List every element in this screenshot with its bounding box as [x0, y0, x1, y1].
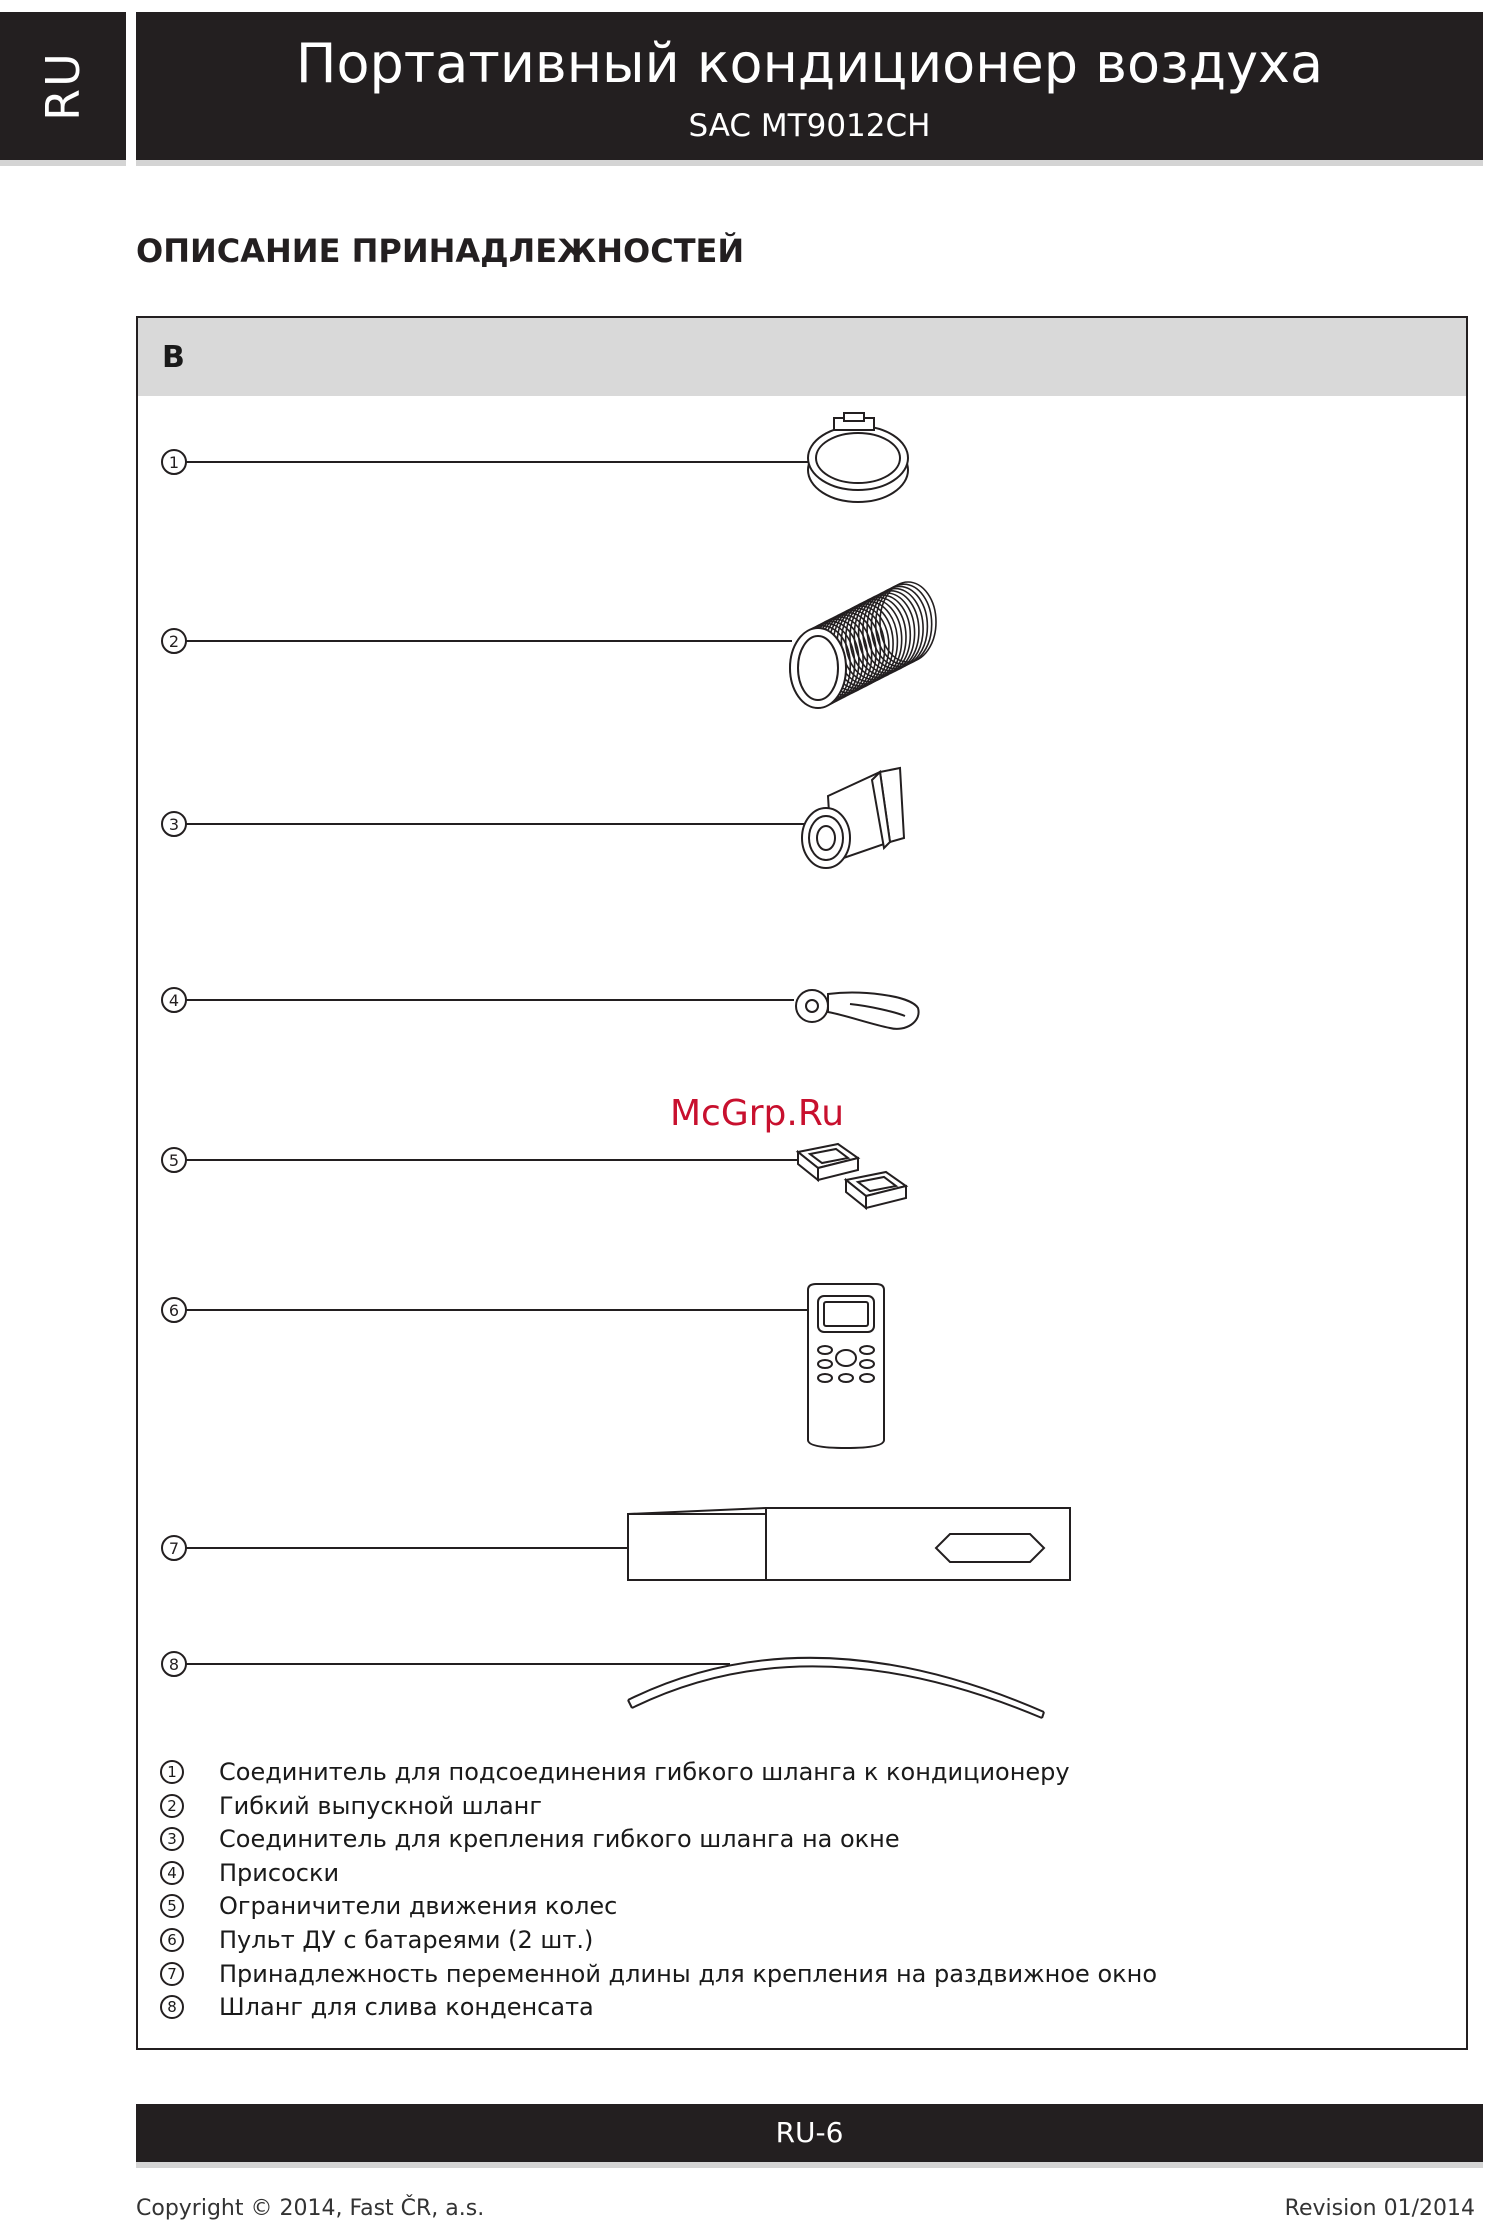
- callout-6: [162, 1298, 186, 1322]
- legend-text: Ограничители движения колес: [219, 1892, 618, 1921]
- callout-3-label: 3: [168, 815, 180, 834]
- callout-6-label: 6: [168, 1301, 180, 1320]
- box-label: B: [162, 340, 185, 375]
- callout-7: [162, 1536, 186, 1560]
- legend-item: [160, 1756, 1440, 1790]
- legend-number: 7: [160, 1962, 184, 1986]
- callout-1: [162, 450, 186, 474]
- callout-8-label: 8: [168, 1655, 180, 1674]
- legend-number: 4: [160, 1861, 184, 1885]
- section-heading: ОПИСАНИЕ ПРИНАДЛЕЖНОСТЕЙ: [136, 232, 745, 270]
- legend-text: Шланг для слива конденсата: [219, 1993, 594, 2022]
- language-code: RU: [36, 51, 90, 121]
- legend-item: [160, 1823, 1440, 1857]
- remote-control-illustration: [808, 1284, 884, 1448]
- legend-text: Пульт ДУ с батареями (2 шт.): [219, 1925, 594, 1954]
- legend-item: [160, 1857, 1440, 1891]
- legend-text: Соединитель для подсоединения гибкого шланга к кондиционеру: [219, 1758, 1070, 1786]
- page-number: RU-6: [775, 2116, 844, 2149]
- callout-8: [162, 1652, 186, 1676]
- legend-text: Принадлежность переменной длины для крепления на раздвижное окно: [219, 1959, 1158, 1988]
- legend-number: 3: [160, 1827, 184, 1851]
- callout-5: [162, 1148, 186, 1172]
- wheel-stoppers-illustration: [798, 1144, 906, 1208]
- legend-item: [160, 1790, 1440, 1824]
- accessories-legend: [160, 1756, 1440, 2025]
- legend-number: 6: [160, 1928, 184, 1952]
- hose-connector-ring-illustration: [808, 413, 908, 502]
- page-footer: [136, 2104, 1483, 2162]
- callout-7-label: 7: [168, 1539, 180, 1558]
- window-connector-illustration: [802, 768, 904, 868]
- legend-item: [160, 1890, 1440, 1924]
- page-title: Портативный кондиционер воздуха: [295, 32, 1324, 95]
- callout-4: [162, 988, 186, 1012]
- legend-text: Гибкий выпускной шланг: [219, 1791, 542, 1820]
- legend-text: Присоски: [219, 1858, 340, 1887]
- legend-item: [160, 1958, 1440, 1992]
- callout-5-label: 5: [168, 1151, 180, 1170]
- legend-number: 5: [160, 1894, 184, 1918]
- callout-2-label: 2: [168, 632, 180, 651]
- drain-hose-illustration: [628, 1658, 1044, 1718]
- watermark-text: McGrp.Ru: [669, 1093, 845, 1134]
- window-slider-kit-illustration: [628, 1508, 1070, 1580]
- model-number: SAC MT9012CH: [688, 108, 931, 144]
- suction-cup-illustration: [796, 990, 919, 1029]
- copyright-text: Copyright © 2014, Fast ČR, a.s.: [136, 2196, 485, 2221]
- callout-4-label: 4: [168, 991, 180, 1010]
- legend-text: Соединитель для крепления гибкого шланга на окне: [219, 1825, 900, 1854]
- legend-number: 8: [160, 1995, 184, 2019]
- callout-1-label: 1: [168, 453, 180, 472]
- legend-item: [160, 1991, 1440, 2025]
- legend-number: 1: [160, 1760, 184, 1784]
- revision-text: Revision 01/2014: [1284, 2196, 1475, 2221]
- legend-item: [160, 1924, 1440, 1958]
- callout-3: [162, 812, 186, 836]
- flexible-hose-illustration: [790, 582, 936, 708]
- legend-number: 2: [160, 1794, 184, 1818]
- callout-2: [162, 629, 186, 653]
